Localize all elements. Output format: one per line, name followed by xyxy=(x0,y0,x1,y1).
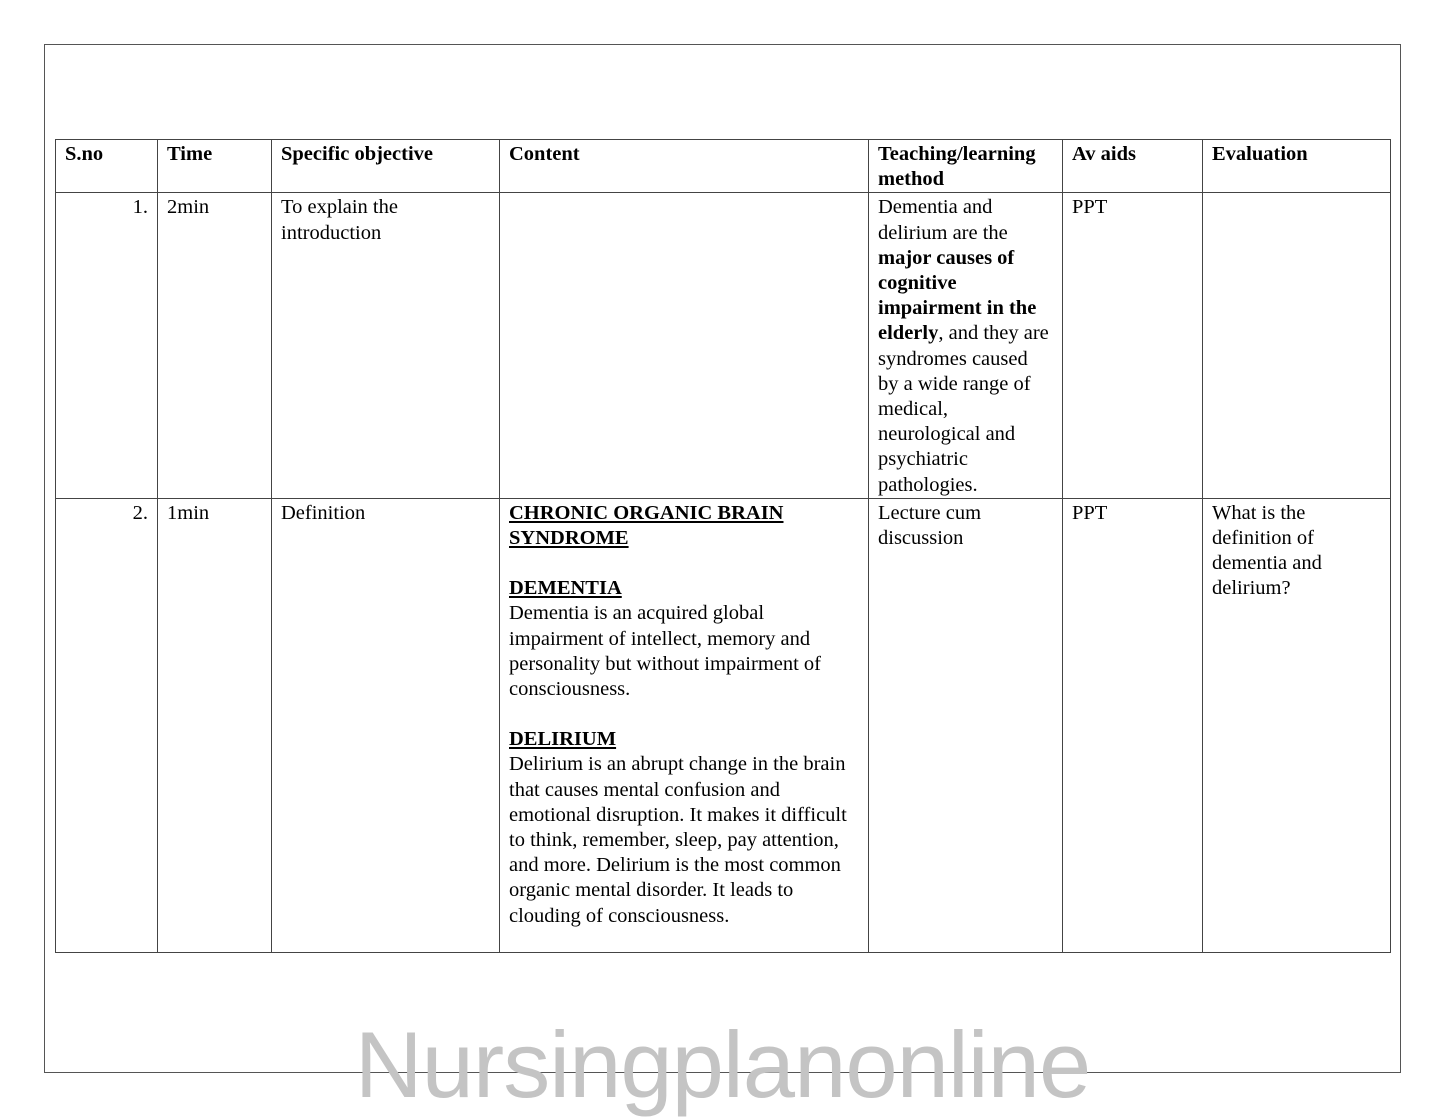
lesson-plan-table xyxy=(55,139,1391,953)
header-method: Teaching/learning method xyxy=(869,140,1063,193)
method-text-bold: major causes of cognitive impairment in the elderly xyxy=(878,246,1037,345)
row-content xyxy=(500,498,869,952)
header-row xyxy=(56,140,1391,193)
row-evaluation: What is the definition of dementia and delirium? xyxy=(1203,498,1391,952)
dementia-definition: Dementia is an acquired global impairment of intellect, memory and personality but without impairment of consciousness. xyxy=(509,602,822,701)
header-aids: Av aids xyxy=(1063,140,1203,193)
header-evaluation: Evaluation xyxy=(1203,140,1391,193)
header-content: Content xyxy=(500,140,869,193)
row-content xyxy=(500,193,869,498)
row-time: 1min xyxy=(158,498,272,952)
dementia-heading: DEMENTIA xyxy=(509,577,622,600)
row-method xyxy=(869,193,1063,498)
content-heading: CHRONIC ORGANIC BRAIN SYNDROME xyxy=(509,501,784,550)
row-time: 2min xyxy=(158,193,272,498)
delirium-heading: DELIRIUM xyxy=(509,728,617,751)
header-time: Time xyxy=(158,140,272,193)
method-text-post: , and they are syndromes caused by a wide range of medical, neurological and psychiatric pathologies. xyxy=(878,322,1049,496)
row-method: Lecture cum discussion xyxy=(869,498,1063,952)
row-evaluation xyxy=(1203,193,1391,498)
row-aids: PPT xyxy=(1063,193,1203,498)
watermark: Nursingplanonline xyxy=(354,1012,1091,1117)
delirium-definition: Delirium is an abrupt change in the brain that causes mental confusion and emotional disruption. It makes it difficult to think, remember, sleep, pay attention, and more. Delirium is the most common organic mental disorder. It leads to clouding of consciousness. xyxy=(509,753,847,927)
method-text-pre: Dementia and delirium are the xyxy=(878,196,1008,244)
table-row xyxy=(56,498,1391,952)
row-objective: Definition xyxy=(272,498,500,952)
table-row xyxy=(56,193,1391,498)
header-objective: Specific objective xyxy=(272,140,500,193)
row-objective: To explain the introduction xyxy=(272,193,500,498)
row-sno: 1. xyxy=(56,193,158,498)
row-aids: PPT xyxy=(1063,498,1203,952)
row-sno: 2. xyxy=(56,498,158,952)
header-sno: S.no xyxy=(56,140,158,193)
